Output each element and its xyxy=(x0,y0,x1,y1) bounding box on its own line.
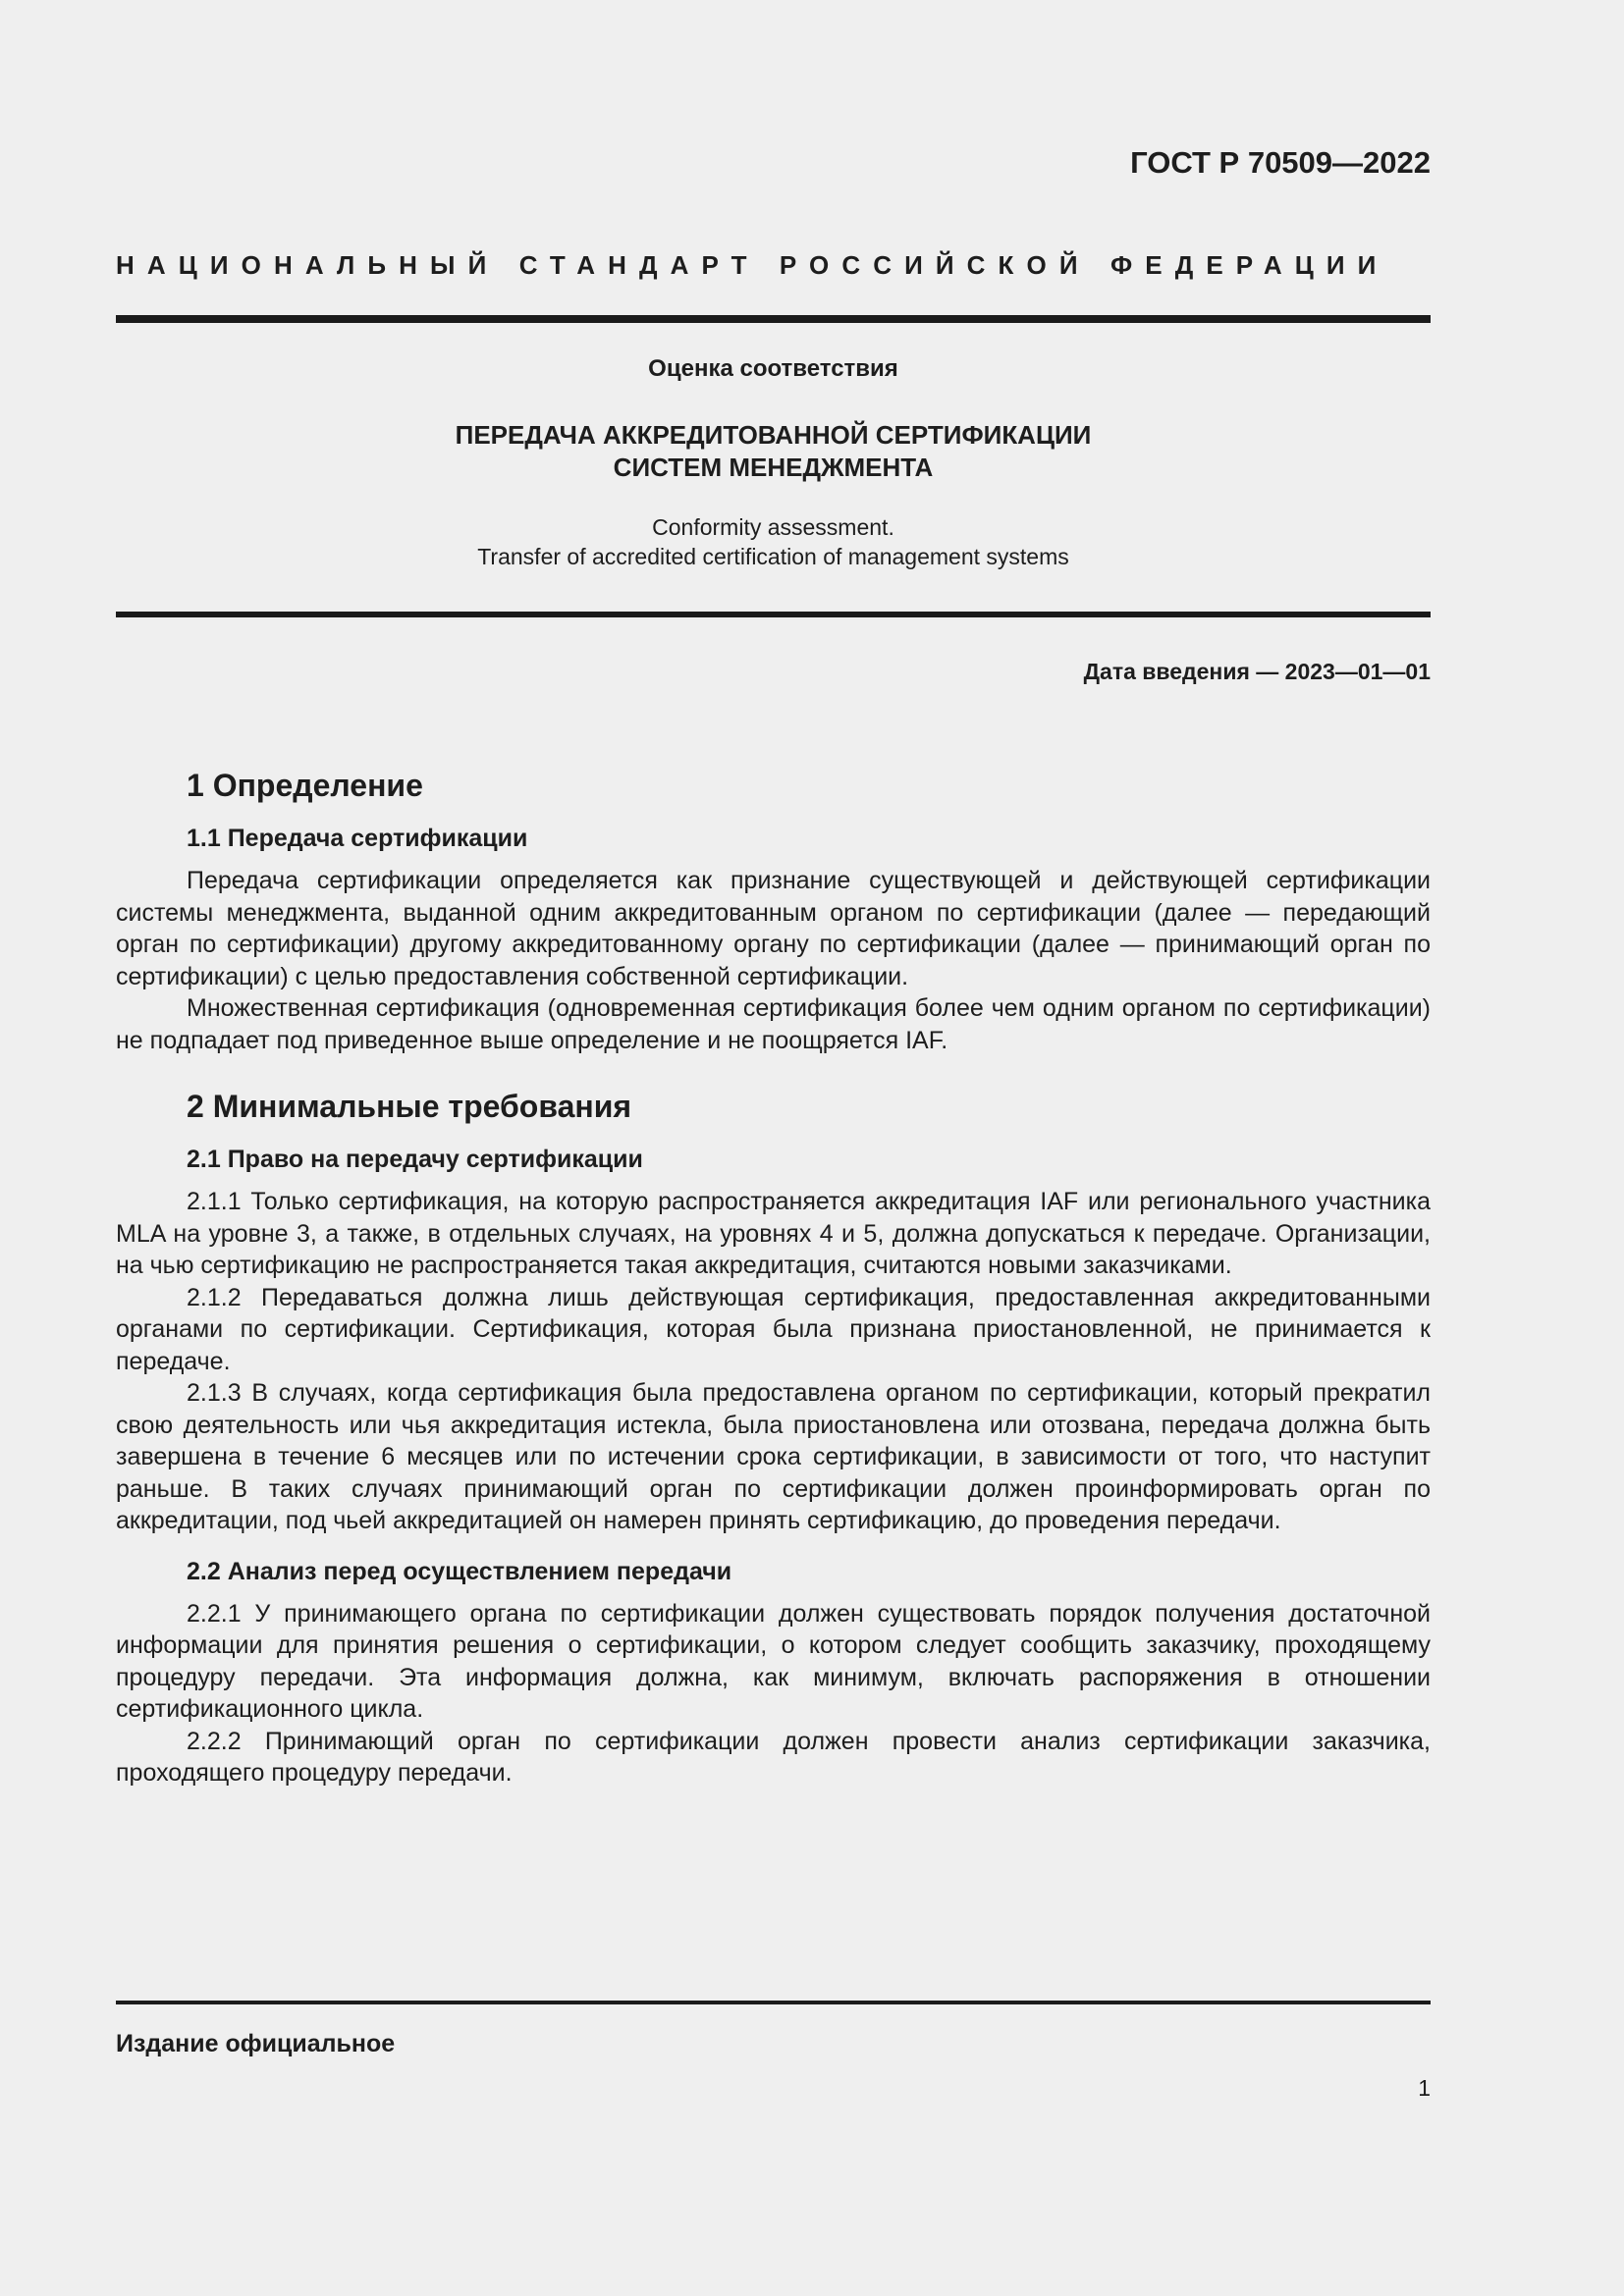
subsection-2-1-heading: 2.1 Право на передачу сертификации xyxy=(187,1146,643,1173)
section-1-heading: 1 Определение xyxy=(187,768,423,803)
introduction-date: Дата введения — 2023—01—01 xyxy=(1083,659,1431,684)
main-title-line-2: СИСТЕМ МЕНЕДЖМЕНТА xyxy=(613,453,934,482)
standard-main-title xyxy=(116,419,1431,484)
english-title-line-2: Transfer of accredited certification of management systems xyxy=(477,544,1069,569)
title-bottom-divider xyxy=(116,612,1431,617)
paragraph-2-1-1: 2.1.1 Только сертификация, на которую распространяется аккредитация IAF или регионального участника MLA на уровне 3, а также, в отдельных случаях, на уровнях 4 и 5, должна допускаться к передаче. Организации, на чью сертификацию не распространяется такая аккредитация, считаются новыми заказчиками. xyxy=(116,1188,1431,1279)
paragraph-1-1-b: Множественная сертификация (одновременная сертификация более чем одним органом по сертификации) не подпадает под приведенное выше определение и не поощряется IAF. xyxy=(116,994,1431,1054)
paragraph-2-1-3: 2.1.3 В случаях, когда сертификация была предоставлена органом по сертификации, который прекратил свою деятельность или чья аккредитация истекла, была приостановлена или отозвана, передача должна быть завершена в течение 6 месяцев или по истечении срока сертификации, в зависимости от того, что наступит раньше. В таких случаях принимающий орган по сертификации должен проинформировать орган по аккредитации, под чьей аккредитацией он намерен принять сертификацию, до проведения передачи. xyxy=(116,1379,1431,1534)
document-body xyxy=(116,763,1431,1789)
subsection-1-1-heading: 1.1 Передача сертификации xyxy=(187,825,528,852)
standard-series-title: Оценка соответствия xyxy=(648,355,898,382)
main-title-line-1: ПЕРЕДАЧА АККРЕДИТОВАННОЙ СЕРТИФИКАЦИИ xyxy=(455,420,1092,450)
page-number: 1 xyxy=(1418,2075,1431,2101)
national-standard-title: НАЦИОНАЛЬНЫЙ СТАНДАРТ РОССИЙСКОЙ ФЕДЕРАЦИИ xyxy=(116,250,1389,280)
document-number: ГОСТ Р 70509—2022 xyxy=(1130,145,1431,180)
top-divider xyxy=(116,315,1431,323)
section-2-heading: 2 Минимальные требования xyxy=(187,1089,632,1124)
paragraph-2-2-2: 2.2.2 Принимающий орган по сертификации должен провести анализ сертификации заказчика, проходящего процедуру передачи. xyxy=(116,1727,1431,1787)
paragraph-1-1-a: Передача сертификации определяется как признание существующей и действующей сертификации системы менеджмента, выданной одним аккредитованным органом по сертификации (далее — передающий орган по сертификации) другому аккредитованному органу по сертификации (далее — принимающий орган по сертификации) с целью предоставления собственной сертификации. xyxy=(116,867,1431,990)
official-edition-label: Издание официальное xyxy=(116,2030,396,2057)
paragraph-2-1-2: 2.1.2 Передаваться должна лишь действующая сертификация, предоставленная аккредитованными органами по сертификации. Сертификация, которая была признана приостановленной, не принимается к передаче. xyxy=(116,1283,1431,1375)
english-title-line-1: Conformity assessment. xyxy=(652,514,894,540)
subsection-2-2-heading: 2.2 Анализ перед осуществлением передачи xyxy=(187,1557,732,1585)
paragraph-2-2-1: 2.2.1 У принимающего органа по сертификации должен существовать порядок получения достаточной информации для принятия решения о сертификации, о котором следует сообщить заказчику, проходящему процедуру передачи. Эта информация должна, как минимум, включать распоряжения в отношении сертификационного цикла. xyxy=(116,1599,1431,1723)
footer-divider xyxy=(116,2001,1431,2004)
english-title xyxy=(116,512,1431,571)
